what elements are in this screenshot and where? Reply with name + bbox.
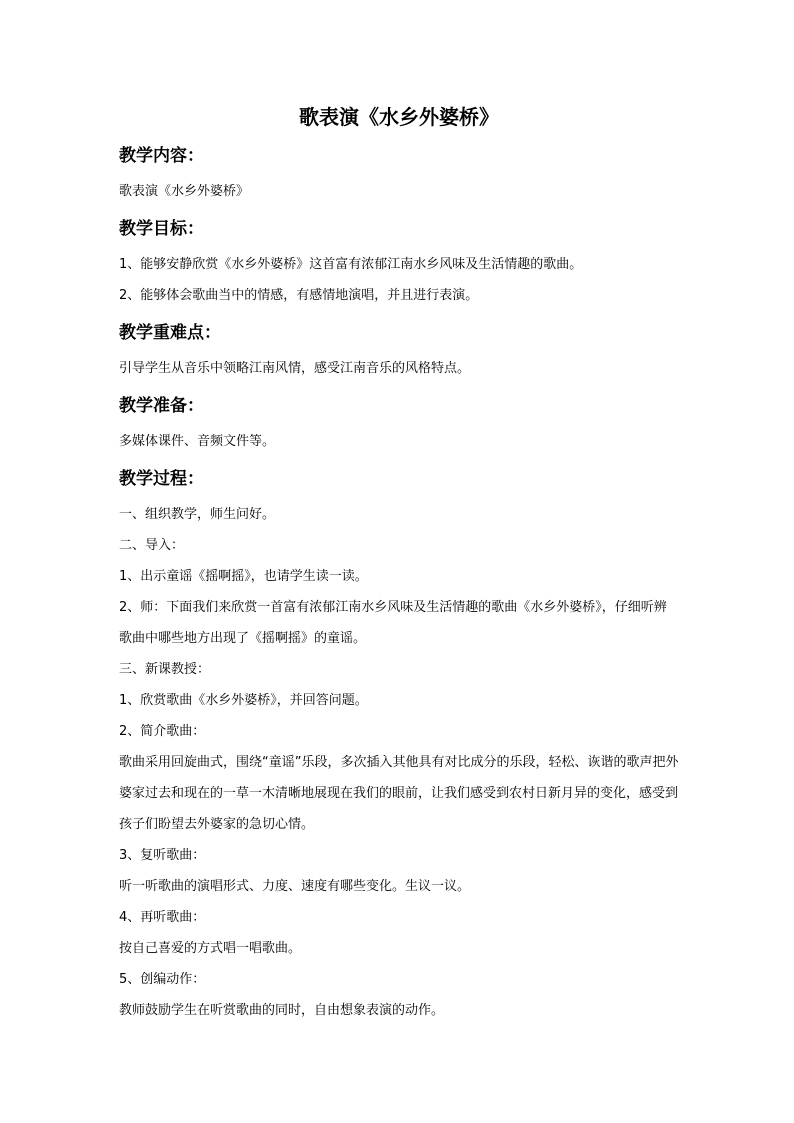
document-title: 歌表演《水乡外婆桥》	[299, 105, 499, 129]
paragraph: 2、师：下面我们来欣赏一首富有浓郁江南水乡风味及生活情趣的歌曲《水乡外婆桥》，仔细听辨歌曲中哪些地方出现了《摇啊摇》的童谣。	[119, 600, 667, 646]
section-heading: 教学过程：	[119, 469, 204, 489]
section-teaching-goals	[119, 215, 679, 311]
paragraph: 4、再听歌曲：	[119, 910, 206, 925]
paragraph: 5、创编动作：	[119, 972, 206, 987]
paragraph: 听一听歌曲的演唱形式、力度、速度有哪些变化。生议一议。	[119, 879, 471, 894]
section-heading: 教学准备：	[119, 396, 204, 416]
section-teaching-process	[119, 465, 679, 1026]
section-heading: 教学内容：	[119, 146, 204, 166]
section-preparation	[119, 392, 679, 457]
paragraph: 2、简介歌曲：	[119, 724, 206, 739]
section-heading: 教学重难点：	[119, 323, 221, 343]
document-body	[119, 100, 679, 1026]
paragraph: 3、复听歌曲：	[119, 848, 206, 863]
paragraph: 二、导入：	[119, 538, 185, 553]
paragraph: 按自己喜爱的方式唱一唱歌曲。	[119, 941, 302, 956]
paragraph: 1、能够安静欣赏《水乡外婆桥》这首富有浓郁江南水乡风味及生活情趣的歌曲。	[119, 257, 583, 272]
paragraph: 教师鼓励学生在听赏歌曲的同时，自由想象表演的动作。	[119, 1003, 445, 1018]
section-teaching-content	[119, 142, 679, 207]
paragraph: 多媒体课件、音频文件等。	[119, 434, 276, 449]
paragraph: 引导学生从音乐中领略江南风情，感受江南音乐的风格特点。	[119, 361, 471, 376]
paragraph: 三、新课教授：	[119, 662, 211, 677]
section-key-points	[119, 319, 679, 384]
section-heading: 教学目标：	[119, 219, 204, 239]
paragraph: 一、组织教学，师生问好。	[119, 507, 276, 522]
paragraph: 1、出示童谣《摇啊摇》，也请学生读一读。	[119, 569, 368, 584]
paragraph: 歌表演《水乡外婆桥》	[119, 184, 250, 199]
paragraph: 2、能够体会歌曲当中的情感，有感情地演唱，并且进行表演。	[119, 288, 479, 303]
paragraph: 歌曲采用回旋曲式，围绕“童谣”乐段，多次插入其他具有对比成分的乐段，轻松、诙谐的歌声把外婆家过去和现在的一草一木清晰地展现在我们的眼前，让我们感受到农村日新月异的变化，感受到孩子们盼望去外婆家的急切心情。	[119, 755, 679, 832]
paragraph: 1、欣赏歌曲《水乡外婆桥》，并回答问题。	[119, 693, 368, 708]
